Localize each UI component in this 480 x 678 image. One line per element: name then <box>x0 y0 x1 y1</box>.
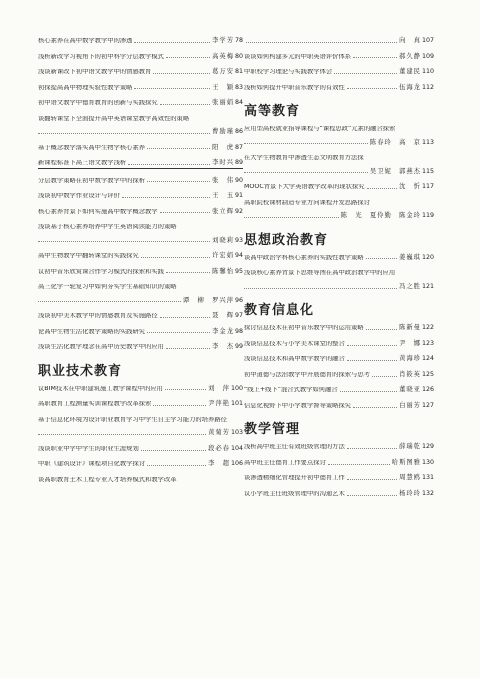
toc-entry[interactable] <box>244 126 434 146</box>
teaching-management-entries <box>244 444 434 497</box>
toc-entry-row <box>38 269 243 276</box>
toc-entry-row <box>244 387 434 394</box>
dot-leader <box>366 329 397 330</box>
toc-entry[interactable] <box>244 38 434 45</box>
dot-leader <box>347 88 397 89</box>
entry-title: 高三化学一轮复习中如何夯实学生基础知识的策略 <box>38 284 177 291</box>
toc-entry[interactable] <box>38 253 243 260</box>
entry-page-number: 90 <box>234 176 243 184</box>
entry-title: 初中道德与法治教学中开展德育的探索与思考 <box>244 371 370 378</box>
entry-page-number: 99 <box>234 343 243 351</box>
entry-title: 浅析新改学习视角下的初中科学分层教学模式 <box>38 53 164 60</box>
entry-page-number: 109 <box>421 52 434 60</box>
entry-author: 陈新曼 <box>399 324 421 332</box>
toc-entry-row <box>244 38 434 45</box>
entry-page-number: 115 <box>421 167 434 175</box>
toc-entry-row <box>38 209 243 216</box>
dot-leader <box>38 241 210 242</box>
running-header <box>262 4 462 12</box>
toc-entry-row <box>244 184 434 191</box>
entry-page-number: 117 <box>421 183 434 191</box>
entry-author: 肖筱英 <box>399 370 421 378</box>
entry-title: 浅谈生活化教学理念在高中历史教学中的应用 <box>38 344 164 351</box>
entry-title: 初中语文教学中德育教育的创新与实践探究 <box>38 100 158 106</box>
dot-leader <box>134 88 210 89</box>
toc-entry-row <box>38 446 243 453</box>
dot-leader <box>166 348 210 349</box>
section-heading-higher-education: 高等教育 <box>244 104 301 119</box>
entry-author: 薛瑞乾 <box>399 443 421 451</box>
toc-entry-row <box>38 54 243 61</box>
toc-entry[interactable] <box>244 270 434 290</box>
entry-page-number: 129 <box>421 443 434 451</box>
entry-author: 吴卫妮 郭燕杰 <box>369 167 421 175</box>
dot-leader <box>244 288 397 289</box>
toc-entry-continuation <box>38 298 243 305</box>
toc-entry-row <box>38 477 243 484</box>
entry-author: 董建民 <box>399 68 421 75</box>
dot-leader <box>160 212 210 213</box>
entry-author: 黄菊芳 <box>208 429 230 437</box>
entry-author: 张 伟 <box>212 176 234 184</box>
dot-leader <box>38 301 181 302</box>
toc-entry[interactable] <box>244 403 434 410</box>
toc-entry[interactable] <box>38 85 243 92</box>
toc-entry-continuation <box>244 213 434 220</box>
entry-page-number: 98 <box>234 327 243 335</box>
dot-leader <box>141 257 210 258</box>
toc-entry-row <box>38 253 243 260</box>
toc-entry-row <box>38 116 243 123</box>
toc-entry-row <box>244 54 434 61</box>
entry-title: 浅谈职业中学中学生的职业生涯规划 <box>38 445 139 452</box>
entry-title: 应用型高校就业指导课程与“课程思政”元素的融合探索 <box>244 126 396 132</box>
toc-entry-row <box>38 329 243 336</box>
toc-entry-row <box>244 126 434 133</box>
toc-entry[interactable] <box>38 100 243 107</box>
entry-author: 阳 虎 <box>212 143 234 151</box>
dot-leader <box>38 434 206 435</box>
toc-entry[interactable] <box>38 417 243 437</box>
toc-entry[interactable] <box>38 69 243 76</box>
entry-author: 刘 萍 <box>208 384 230 392</box>
entry-author: 高英梅 <box>212 52 234 60</box>
toc-entry[interactable] <box>38 178 243 185</box>
entry-title: 浅谈初中美术教学中的情感教育及实施路径 <box>38 313 158 320</box>
dot-leader <box>160 317 210 318</box>
toc-entry[interactable] <box>244 341 434 348</box>
entry-author: 曹励瑾 <box>212 128 234 136</box>
entry-title: 分层教学策略在初中数学教学中的探析 <box>38 177 146 184</box>
toc-entry-row <box>38 461 243 468</box>
toc-entry-row <box>244 200 434 207</box>
dot-leader <box>340 391 397 392</box>
dot-leader <box>353 57 397 58</box>
entry-author: 陈馨怡 <box>212 267 234 275</box>
entry-page-number: 97 <box>234 312 243 320</box>
toc-entry[interactable] <box>244 444 434 451</box>
entry-author: 杨玲玲 <box>399 489 421 497</box>
entry-author: 段必春 <box>208 444 230 452</box>
entry-author: 李金龙 <box>212 327 234 335</box>
education-it-entries <box>244 325 434 409</box>
toc-entry[interactable] <box>244 387 434 394</box>
toc-entry[interactable] <box>38 446 243 453</box>
toc-entry[interactable] <box>38 160 243 169</box>
entry-author: 王 颖 <box>212 83 234 91</box>
dot-leader <box>147 332 210 333</box>
entry-page-number: 89 <box>234 159 243 167</box>
entry-author: 白丽芳 <box>399 401 421 409</box>
dot-leader <box>244 143 368 144</box>
dot-leader <box>165 389 206 390</box>
entry-author: 沈 忻 <box>399 183 421 191</box>
dot-leader <box>353 407 397 408</box>
entry-author: 李学芳 <box>212 37 234 44</box>
toc-entry[interactable] <box>244 155 434 175</box>
section-heading-political-education: 思想政治教育 <box>244 232 329 248</box>
entry-page-number: 87 <box>234 143 243 151</box>
entry-page-number: 123 <box>421 339 434 347</box>
entry-author: 李 超 <box>208 460 230 468</box>
right-entries <box>244 38 434 91</box>
entry-title: 高中班主任德育工作要点探讨 <box>244 459 326 466</box>
dot-leader <box>153 73 210 74</box>
toc-entry-continuation <box>38 129 243 136</box>
entry-page-number: 95 <box>234 267 243 275</box>
toc-entry-row <box>38 193 243 200</box>
entry-title: 新课程标准下高三语文教学浅析 <box>38 160 127 167</box>
toc-entry[interactable] <box>38 269 243 276</box>
entry-page-number: 113 <box>421 138 434 146</box>
toc-entry-row <box>244 325 434 332</box>
dot-leader <box>347 479 397 480</box>
toc-entry-row <box>244 475 434 482</box>
dot-leader <box>153 405 206 406</box>
entry-page-number: 110 <box>421 68 434 75</box>
section-heading-teaching-management: 教学管理 <box>244 422 301 438</box>
entry-page-number: 119 <box>421 212 434 220</box>
toc-entry-row <box>38 85 243 92</box>
toc-entry-continuation <box>38 238 243 245</box>
entry-page-number: 100 <box>230 384 243 392</box>
entry-page-number: 125 <box>421 370 434 378</box>
toc-entry-row <box>38 69 243 76</box>
dot-leader <box>147 148 210 149</box>
toc-entry[interactable] <box>38 477 243 484</box>
entry-page-number: 94 <box>234 252 243 260</box>
vocational-entries <box>38 386 243 484</box>
toc-entry-row <box>38 313 243 320</box>
entry-author: 郝久静 <box>399 52 421 60</box>
dot-leader <box>334 73 397 74</box>
toc-entry[interactable] <box>38 38 243 45</box>
dot-leader <box>38 133 210 134</box>
entry-author: 张丽娟 <box>212 99 234 106</box>
entry-title: 基于信息化环境为设计职业教育学习中学生自主学习能力的培养路径 <box>38 416 227 423</box>
toc-entry-row <box>38 417 243 424</box>
toc-entry[interactable] <box>38 401 243 408</box>
entry-title: 在大学生物教育中渗透生态文明教育方法探 <box>244 155 364 162</box>
entry-title: 浅谈基于核心素养培养中学生英语阅读能力的策略 <box>38 224 177 231</box>
entry-page-number: 86 <box>234 128 243 136</box>
entry-title: 谈高中政治学科核心素养的实践性教学策略 <box>244 254 364 261</box>
entry-page-number: 103 <box>230 429 243 437</box>
entry-author: 陈春玲 高 京 <box>369 138 421 146</box>
entry-page-number: 81 <box>234 68 243 75</box>
toc-entry[interactable] <box>38 116 243 136</box>
entry-author: 冯之胜 <box>399 282 421 290</box>
toc-entry-continuation <box>38 430 243 437</box>
entry-author: 刘晓莉 <box>212 236 234 244</box>
entry-page-number: 84 <box>234 99 243 106</box>
toc-entry-row <box>244 491 434 498</box>
dot-leader <box>347 495 397 496</box>
entry-title: 信息化视野下中小学教学督导策略探究 <box>244 402 352 409</box>
entry-title: 基于概念教学落实高中生物学核心素养 <box>38 144 146 151</box>
entry-page-number: 122 <box>421 324 434 332</box>
toc-entry[interactable] <box>244 475 434 482</box>
entry-page-number: 112 <box>421 83 434 91</box>
toc-entry-row <box>244 403 434 410</box>
entry-title: 核心素养在高中数学教学中的渗透 <box>38 38 133 44</box>
toc-entry-continuation <box>244 169 434 176</box>
entry-title: 浅谈初中数学作业设计与评价 <box>38 193 120 200</box>
toc-entry-row <box>38 145 243 152</box>
entry-page-number: 126 <box>421 386 434 394</box>
entry-page-number: 80 <box>234 52 243 60</box>
toc-entry-row <box>38 178 243 185</box>
entry-title: 议小学班主任班级管理中的沟通艺术 <box>244 490 345 497</box>
entry-title: 高职教育工程测量实训课程教学改革探索 <box>38 401 152 408</box>
toc-entry[interactable] <box>38 386 243 393</box>
toc-entry[interactable] <box>244 460 434 467</box>
entry-author: 哈斯图雅 <box>391 458 421 466</box>
entry-title: 浅谈信息技术与小学美术课堂的整合 <box>244 340 345 347</box>
entry-author: 许宏娟 <box>212 252 234 260</box>
entry-title: 浅谈核心素养背景下思维导图在高中政治教学中的应用 <box>244 270 396 277</box>
dot-leader <box>367 188 398 189</box>
entry-page-number: 131 <box>421 474 434 482</box>
entry-author: 尹 娜 <box>399 339 421 347</box>
toc-entry-row <box>38 386 243 393</box>
entry-author: 尹萍艳 <box>208 400 230 408</box>
toc-entry[interactable] <box>244 200 434 220</box>
entry-author: 姜巍琪 <box>399 253 421 261</box>
toc-entry[interactable] <box>38 284 243 304</box>
section-heading-vocational: 职业技术教育 <box>38 363 123 379</box>
toc-entry[interactable] <box>244 325 434 332</box>
entry-title: 谈谈如何构建多元的中职英语评价体系 <box>244 53 352 60</box>
dot-leader <box>366 258 397 259</box>
dot-leader <box>141 450 206 451</box>
toc-entry[interactable] <box>38 461 243 468</box>
entry-page-number: 101 <box>230 400 243 408</box>
toc-entry[interactable] <box>244 85 434 92</box>
dot-leader <box>166 57 210 58</box>
entry-page-number: 104 <box>230 444 243 452</box>
entry-page-number: 127 <box>421 401 434 409</box>
section-heading-education-it: 教育信息化 <box>244 303 315 319</box>
toc-entry[interactable] <box>244 184 434 191</box>
left-column <box>38 38 243 492</box>
entry-page-number: 92 <box>234 207 243 215</box>
entry-title: 浅析如何提升中职音乐教学的有效性 <box>244 84 345 91</box>
entry-author: 伍海龙 <box>399 83 421 91</box>
entry-title: 浅析高中班主任有效班级管理的方法 <box>244 444 345 451</box>
entry-title: 谈高职教育土木工程专业人才培养模式和教学改革 <box>38 476 177 483</box>
entry-title: 议BIM技术在中职建筑施工教学课程中的应用 <box>38 385 163 392</box>
toc-entry-row <box>244 155 434 162</box>
toc-entry-row <box>244 85 434 92</box>
toc-entry-continuation <box>244 284 434 291</box>
entry-page-number: 96 <box>234 296 243 304</box>
toc-entry-row <box>38 284 243 291</box>
entry-author: 李时兴 <box>212 159 234 167</box>
entry-author: 王 玉 <box>212 192 234 200</box>
entry-page-number: 130 <box>421 458 434 466</box>
toc-entry[interactable] <box>38 54 243 61</box>
dot-leader <box>134 42 210 43</box>
dot-leader <box>347 345 397 346</box>
toc-entry[interactable] <box>244 491 434 498</box>
entry-author: 谭 柳 罗兴萍 <box>182 296 234 304</box>
dot-leader <box>128 164 210 165</box>
dot-leader <box>147 181 210 182</box>
toc-entry-row <box>38 100 243 107</box>
left-entries <box>38 38 243 351</box>
toc-entry-row <box>38 401 243 408</box>
toc-entry-row <box>244 341 434 348</box>
entry-page-number: 83 <box>234 83 243 91</box>
toc-entry-row <box>38 344 243 351</box>
toc-entry-row <box>244 270 434 277</box>
entry-page-number: 121 <box>421 282 434 290</box>
toc-entry[interactable] <box>38 224 243 244</box>
toc-entry-row <box>38 38 243 45</box>
toc-entry[interactable] <box>38 145 243 152</box>
toc-entry-row <box>244 372 434 379</box>
entry-author: 聂 辉 <box>212 312 234 320</box>
toc-entry[interactable] <box>244 54 434 61</box>
toc-entry[interactable] <box>38 193 243 200</box>
entry-title: MOOC背景下大学英语教学改革的现状探究 <box>244 184 365 191</box>
toc-entry[interactable] <box>38 209 243 216</box>
entry-title: 中职校学习理论与实践教学体会 <box>244 69 333 75</box>
toc-entry-row <box>38 224 243 231</box>
entry-title: 初探提高高中物理实验性教学策略 <box>38 84 133 91</box>
toc-entry[interactable] <box>244 372 434 379</box>
dot-leader <box>246 42 397 43</box>
entry-page-number: 124 <box>421 355 434 363</box>
entry-author: 陈 光 夏伶勤 陈金玲 <box>340 212 421 220</box>
entry-title: 浅谈新课改下初中语文教学中的情感教育 <box>38 69 152 75</box>
entry-page-number: 93 <box>234 236 243 244</box>
toc-entry[interactable] <box>244 356 434 363</box>
dot-leader <box>328 464 390 465</box>
toc-entry[interactable] <box>244 69 434 76</box>
toc-entry-row <box>244 444 434 451</box>
entry-author: 葛万安 <box>212 68 234 75</box>
entry-author: 张立辉 <box>212 207 234 215</box>
entry-page-number: 120 <box>421 253 434 261</box>
entry-page-number: 107 <box>421 37 434 44</box>
higher-education-entries <box>244 126 434 220</box>
dot-leader <box>166 272 210 273</box>
entry-page-number: 106 <box>230 460 243 468</box>
entry-author: 黄海珍 <box>399 355 421 363</box>
toc-entry-continuation <box>244 140 434 147</box>
toc-entry-row <box>244 255 434 262</box>
entry-author: 周慧鸥 <box>399 474 421 482</box>
entry-page-number: 91 <box>234 192 243 200</box>
political-education-entries <box>244 255 434 291</box>
entry-page-number: 132 <box>421 489 434 497</box>
entry-title: 高中生物教学中翻转课堂的实践探究 <box>38 253 139 260</box>
entry-author: 董晓亚 <box>399 386 421 394</box>
dot-leader <box>160 104 210 105</box>
dot-leader <box>147 465 206 466</box>
right-column <box>244 38 434 506</box>
entry-author: 向 真 <box>399 37 421 44</box>
entry-title: 论高中生物生活化教学策略的实践研究 <box>38 328 146 335</box>
toc-entry-row <box>244 356 434 363</box>
toc-entry[interactable] <box>244 255 434 262</box>
dot-leader <box>347 448 397 449</box>
entry-title: 高职院校课材制造专业方向课程开发思路探讨 <box>244 199 370 206</box>
toc-entry-row <box>244 69 434 76</box>
dot-leader <box>372 376 397 377</box>
entry-title: 浅谈信息技术和高中数学教学的融合 <box>244 356 345 363</box>
toc-entry-row <box>244 460 434 467</box>
entry-author: 李 杰 <box>212 343 234 351</box>
entry-page-number: 78 <box>234 37 243 44</box>
toc-entry-row <box>38 160 243 169</box>
dot-leader <box>347 360 397 361</box>
dot-leader <box>122 197 210 198</box>
toc-entry[interactable] <box>38 329 243 336</box>
entry-title: “线上+线下”混合式教学如何融合 <box>244 387 338 394</box>
entry-title: 议初中音乐欣赏课合作学习模式的探索和实践 <box>38 268 164 275</box>
dot-leader <box>244 172 368 173</box>
toc-entry[interactable] <box>38 344 243 351</box>
entry-title: 谈翻转课堂下全面提升高中英语课堂教学高效性的策略 <box>38 115 190 122</box>
entry-title: 核心素养背景下如何实施高中数学概念教学 <box>38 208 158 215</box>
dot-leader <box>244 217 339 218</box>
entry-title: 中职《建筑设计》课程项目化教学探讨 <box>38 461 146 468</box>
entry-title: 探讨信息技术在初中音乐教学中的运用策略 <box>244 325 364 332</box>
entry-title: 谈渗透精细化管理提升初中德育工作 <box>244 475 345 482</box>
toc-entry[interactable] <box>38 313 243 320</box>
